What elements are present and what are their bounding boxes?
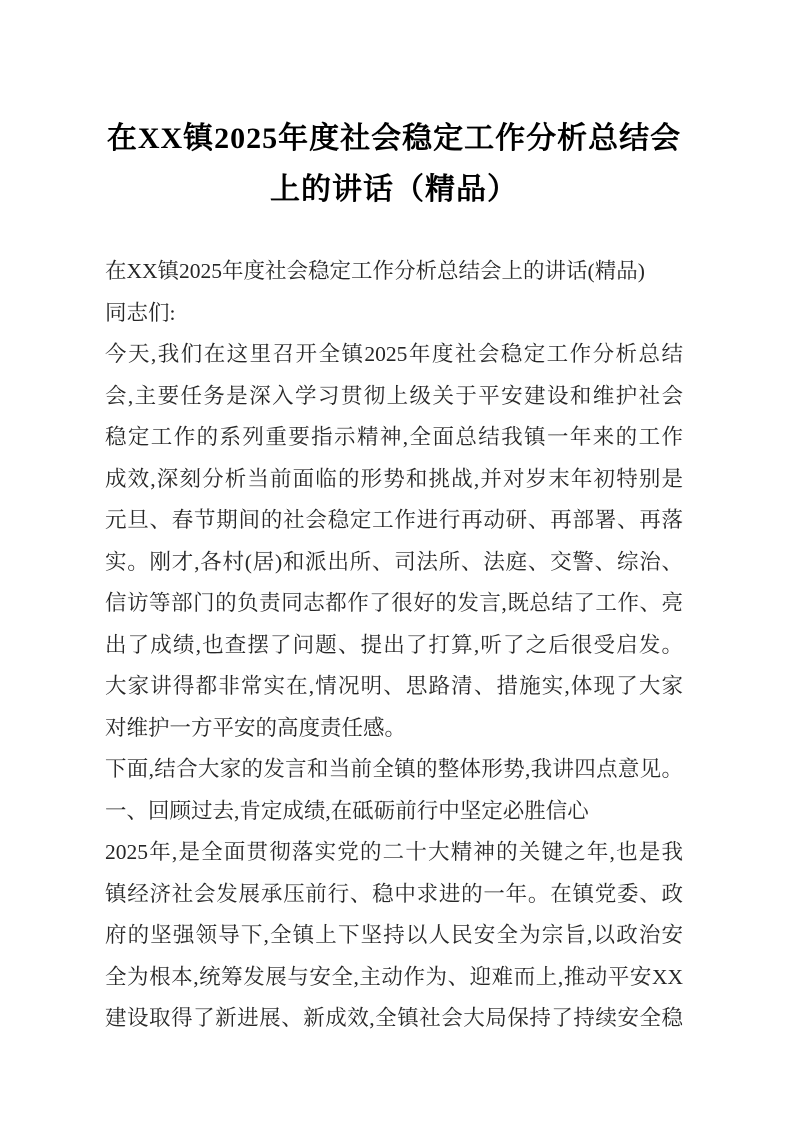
text-line: 大家讲得都非常实在,情况明、思路清、措施实,体现了大家 [105, 674, 683, 698]
text-line: 元旦、春节期间的社会稳定工作进行再动研、再部署、再落 [105, 508, 683, 532]
text-line: 会,主要任务是深入学习贯彻上级关于平安建设和维护社会 [105, 383, 683, 408]
text-line: 建设取得了新进展、新成效,全镇社会大局保持了持续安全稳 [105, 1006, 683, 1030]
text-line: 全为根本,统筹发展与安全,主动作为、迎难而上,推动平安XX [105, 964, 683, 989]
text-line: 下面,结合大家的发言和当前全镇的整体形势,我讲四点意见。 [105, 757, 683, 781]
document-title [105, 113, 683, 215]
text-line: 对维护一方平安的高度责任感。 [105, 715, 407, 740]
title-line-1: 在XX镇2025年度社会稳定工作分析总结会 [106, 122, 682, 155]
text-line: 稳定工作的系列重要指示精神,全面总结我镇一年来的工作 [105, 425, 683, 449]
text-line: 府的坚强领导下,全镇上下坚持以人民安全为宗旨,以政治安 [105, 923, 683, 947]
text-line: 镇经济社会发展承压前行、稳中求进的一年。在镇党委、政 [105, 881, 683, 906]
text-line: 出了成绩,也查摆了问题、提出了打算,听了之后很受启发。 [105, 632, 683, 657]
text-line: 一、回顾过去,肯定成绩,在砥砺前行中坚定必胜信心 [105, 798, 589, 823]
text-line: 今天,我们在这里召开全镇2025年度社会稳定工作分析总结 [105, 342, 683, 366]
text-line: 2025年,是全面贯彻落实党的二十大精神的关键之年,也是我 [105, 840, 683, 864]
text-line: 同志们: [105, 300, 176, 325]
text-line: 信访等部门的负责同志都作了很好的发言,既总结了工作、亮 [105, 591, 683, 615]
text-line: 在XX镇2025年度社会稳定工作分析总结会上的讲话(精品) [105, 259, 645, 283]
text-line: 成效,深刻分析当前面临的形势和挑战,并对岁末年初特别是 [105, 466, 683, 491]
document-body [105, 251, 683, 1040]
title-line-2: 上的讲话（精品） [270, 173, 518, 206]
text-line: 实。刚才,各村(居)和派出所、司法所、法庭、交警、综治、 [105, 549, 683, 574]
